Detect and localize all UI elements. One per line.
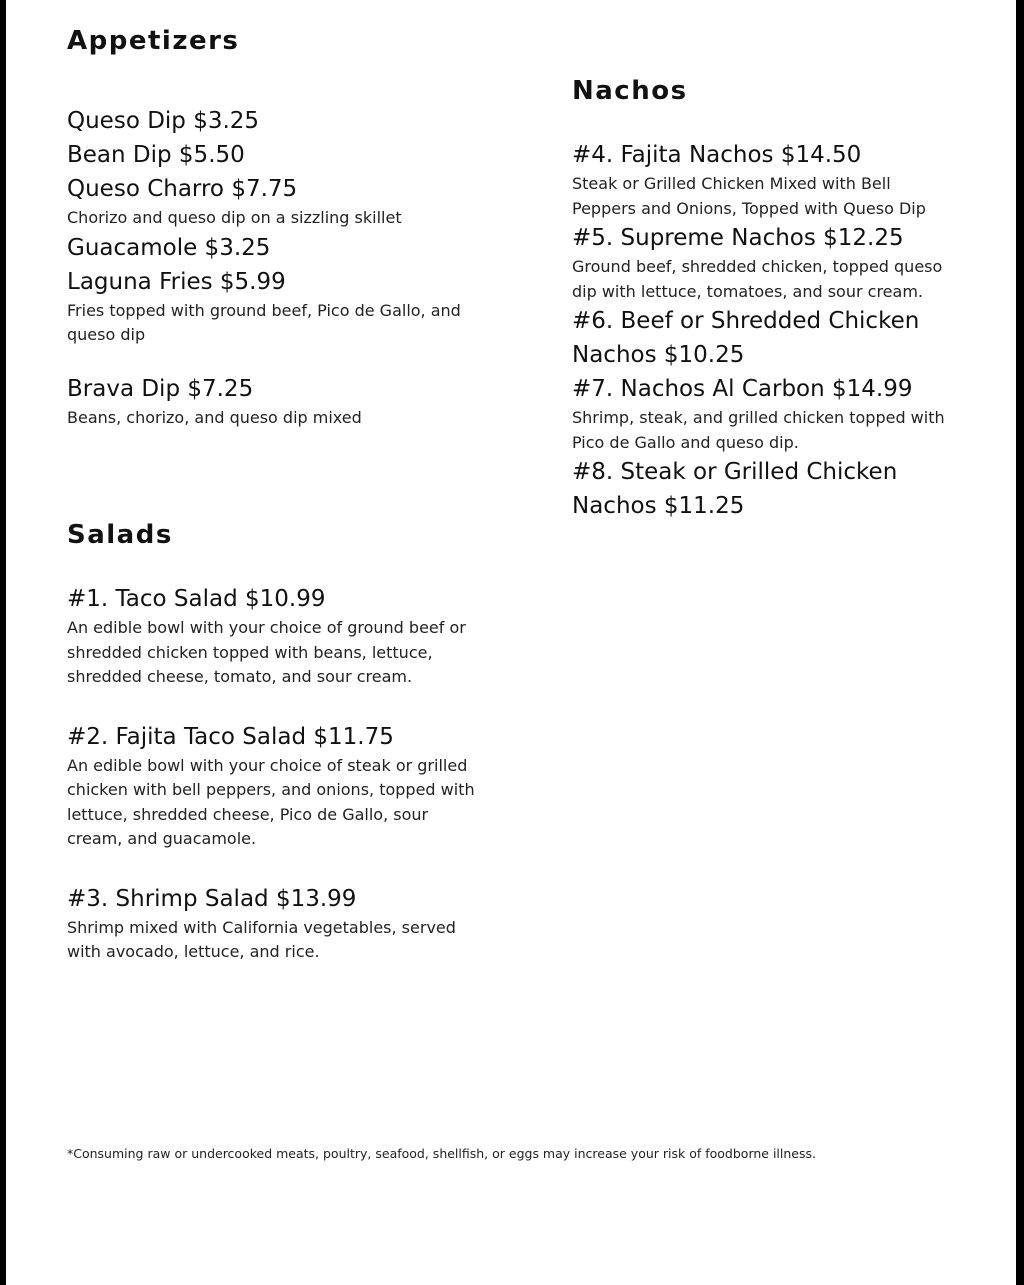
menu-item-name: #5. Supreme Nachos $12.25	[572, 225, 904, 251]
menu-item-name: Queso Dip $3.25	[67, 108, 260, 134]
menu-item-name: Guacamole $3.25	[67, 234, 271, 261]
menu-item-name: #1. Taco Salad $10.99	[67, 586, 326, 612]
menu-item-description: Beans, chorizo, and queso dip mixed	[67, 407, 362, 427]
menu-item-description: Chorizo and queso dip on a sizzling skillet	[67, 208, 402, 227]
menu-item-description: Steak or Grilled Chicken Mixed with Bell Peppers and Onions, Topped with Queso Dip	[572, 174, 926, 218]
menu-item-description: Shrimp, steak, and grilled chicken topped with Pico de Gallo and queso dip.	[572, 408, 945, 452]
menu-item-name: Laguna Fries $5.99	[67, 268, 286, 295]
menu-item-description: An edible bowl with your choice of ground beef or shredded chicken topped with beans, lettuce, shredded cheese, tomato, and sour cream.	[67, 618, 466, 686]
menu-item-name: #2. Fajita Taco Salad $11.75	[67, 723, 394, 750]
left-column	[67, 22, 487, 965]
appetizers-heading: Appetizers	[67, 26, 240, 56]
menu-item-name: #4. Fajita Nachos $14.50	[572, 142, 862, 168]
menu-item-name: #8. Steak or Grilled Chicken Nachos $11.25	[572, 459, 898, 519]
menu-item-name: Queso Charro $7.75	[67, 176, 298, 202]
menu-item-description: An edible bowl with your choice of steak or grilled chicken with bell peppers, and onions, topped with lettuce, shredded cheese, Pico de Gallo, sour cream, and guacamole.	[67, 755, 475, 848]
menu-item-name: #6. Beef or Shredded Chicken Nachos $10.25	[572, 308, 920, 368]
right-column	[572, 72, 952, 523]
salads-heading: Salads	[67, 520, 173, 550]
menu-page	[6, 0, 1016, 1285]
menu-item-description: Ground beef, shredded chicken, topped queso dip with lettuce, tomatoes, and sour cream.	[572, 257, 943, 301]
menu-item-description: Shrimp mixed with California vegetables, served with avocado, lettuce, and rice.	[67, 917, 456, 961]
menu-item-name: Bean Dip $5.50	[67, 142, 245, 168]
food-safety-footnote: *Consuming raw or undercooked meats, poultry, seafood, shellfish, or eggs may increase your risk of foodborne illness.	[67, 1146, 816, 1161]
menu-item-name: Brava Dip $7.25	[67, 375, 254, 402]
menu-item-name: #3. Shrimp Salad $13.99	[67, 885, 357, 912]
nachos-heading: Nachos	[572, 76, 688, 106]
menu-item-name: #7. Nachos Al Carbon $14.99	[572, 376, 913, 402]
menu-item-description: Fries topped with ground beef, Pico de Gallo, and queso dip	[67, 300, 461, 344]
